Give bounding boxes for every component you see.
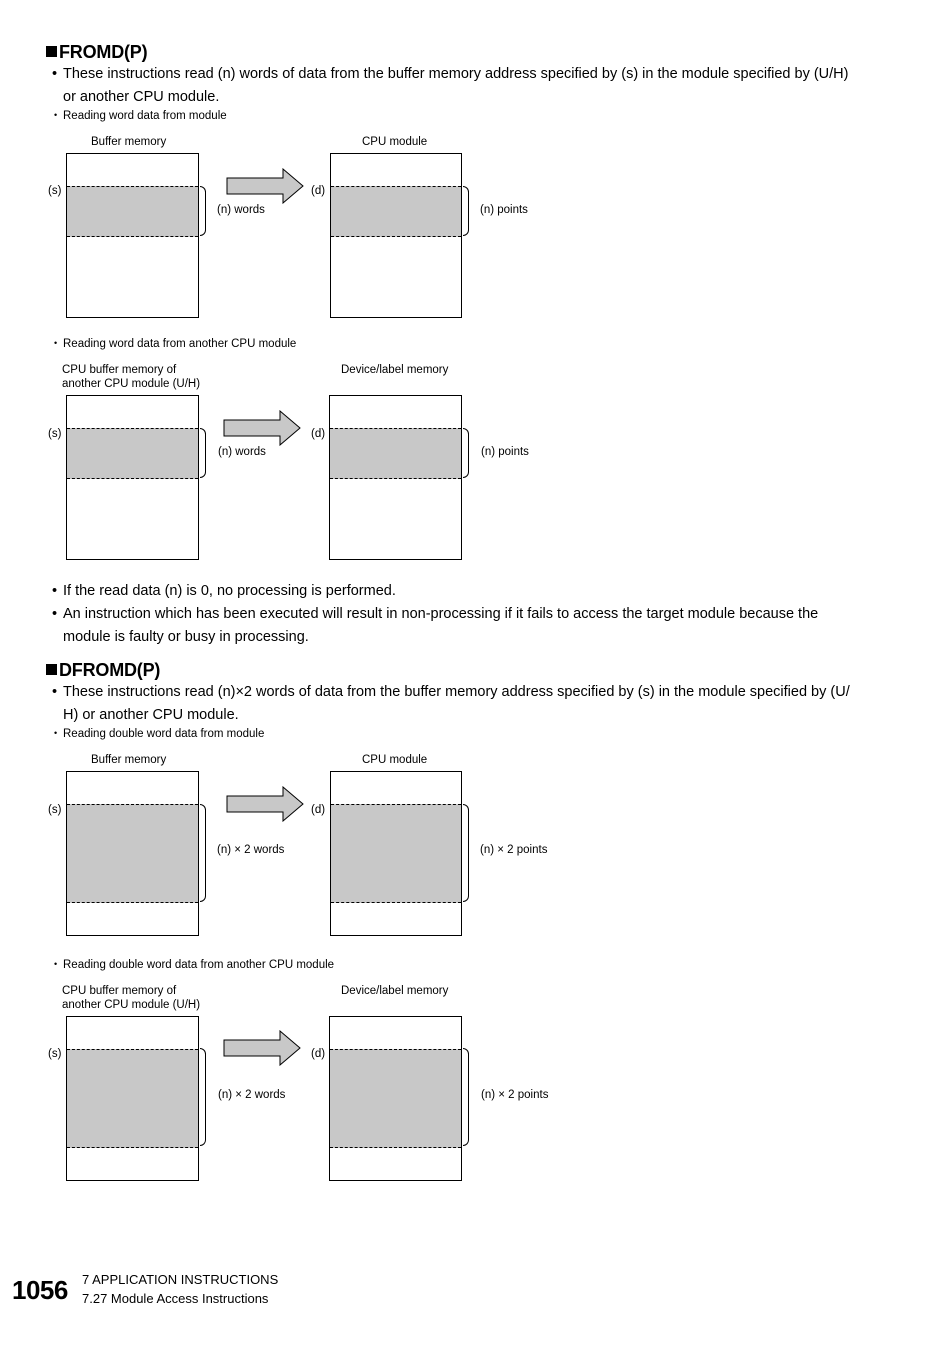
src-brace-label: (n) × 2 words xyxy=(218,1089,286,1101)
src-title-line-2: another CPU module (U/H) xyxy=(62,378,201,390)
brace-icon xyxy=(463,186,469,236)
note-line-1: An instruction which has been executed will result in non-processing if it fails to access the target module because the xyxy=(63,606,819,622)
dst-brace-label: (n) points xyxy=(481,446,529,458)
src-title-line-2: another CPU module (U/H) xyxy=(62,999,201,1011)
right-arrow-icon xyxy=(223,410,303,446)
square-bullet-icon xyxy=(46,46,57,57)
note-zero-read xyxy=(52,580,923,603)
data-region xyxy=(67,428,198,479)
diagram4-dst-title: Device/label memory xyxy=(341,985,449,997)
data-region xyxy=(67,1049,198,1148)
bullet-icon: • xyxy=(52,583,58,599)
intro-line-1: These instructions read (n) words of data from the buffer memory address specified by (s) in the module specified by (U/H) xyxy=(63,66,849,82)
dfromd-intro xyxy=(52,681,933,727)
brace-icon xyxy=(463,1048,469,1146)
section-heading-dfromd xyxy=(46,660,160,681)
heading-text: FROMD(P) xyxy=(59,42,148,62)
data-region xyxy=(330,1049,461,1148)
note-text: If the read data (n) is 0, no processing is performed. xyxy=(63,583,396,599)
diagram2-src-title xyxy=(62,363,200,391)
d-label: (d) xyxy=(311,185,326,197)
caption-text: Reading double word data from module xyxy=(63,728,265,740)
diagram1-src-title: Buffer memory xyxy=(91,136,167,148)
diagram3-src-box xyxy=(66,771,199,936)
brace-icon xyxy=(463,428,469,478)
data-region xyxy=(67,186,198,237)
src-title-line-1: CPU buffer memory of xyxy=(62,364,177,376)
data-region xyxy=(331,186,461,237)
note-non-processing xyxy=(52,603,923,649)
diagram4-caption xyxy=(54,959,335,971)
dst-brace-label: (n) points xyxy=(480,204,528,216)
s-label: (s) xyxy=(48,1048,62,1060)
diagram3-dst-title: CPU module xyxy=(362,754,428,766)
bullet-icon: • xyxy=(54,728,58,738)
caption-text: Reading word data from module xyxy=(63,110,227,122)
d-label: (d) xyxy=(311,1048,326,1060)
brace-icon xyxy=(200,186,206,236)
note-line-2: module is faulty or busy in processing. xyxy=(63,629,309,645)
src-brace-label: (n) × 2 words xyxy=(217,844,285,856)
brace-icon xyxy=(200,804,206,902)
fromd-intro xyxy=(52,63,923,109)
diagram2-dst-title: Device/label memory xyxy=(341,364,449,376)
right-arrow-icon xyxy=(226,786,306,822)
right-arrow-icon xyxy=(223,1030,303,1066)
caption-text: Reading word data from another CPU module xyxy=(63,338,297,350)
diagram3-dst-box xyxy=(330,771,462,936)
data-region xyxy=(331,804,461,903)
diagram1-caption xyxy=(54,110,227,122)
brace-icon xyxy=(463,804,469,902)
diagram4-dst-box xyxy=(329,1016,462,1181)
s-label: (s) xyxy=(48,804,62,816)
d-label: (d) xyxy=(311,428,326,440)
bullet-icon: • xyxy=(54,959,58,969)
dst-brace-label: (n) × 2 points xyxy=(481,1089,549,1101)
section-heading-fromd xyxy=(46,42,147,63)
page-number: 1056 xyxy=(12,1275,68,1305)
diagram3-src-title: Buffer memory xyxy=(91,754,167,766)
bullet-icon: • xyxy=(52,66,58,82)
diagram1-dst-box xyxy=(330,153,462,318)
diagram4-src-box xyxy=(66,1016,199,1181)
intro-line-2: or another CPU module. xyxy=(63,89,220,105)
footer-chapter: 7 APPLICATION INSTRUCTIONS xyxy=(82,1272,279,1287)
data-region xyxy=(330,428,461,479)
diagram1-src-box xyxy=(66,153,199,318)
footer-section: 7.27 Module Access Instructions xyxy=(82,1291,269,1306)
diagram2-dst-box xyxy=(329,395,462,560)
src-title-line-1: CPU buffer memory of xyxy=(62,985,177,997)
diagram2-src-box xyxy=(66,395,199,560)
intro-line-2: H) or another CPU module. xyxy=(63,707,239,723)
diagram2-caption xyxy=(54,338,297,350)
diagram3-caption xyxy=(54,728,265,740)
bullet-icon: • xyxy=(52,606,58,622)
diagram1-dst-title: CPU module xyxy=(362,136,428,148)
src-brace-label: (n) words xyxy=(218,446,266,458)
s-label: (s) xyxy=(48,428,62,440)
brace-icon xyxy=(200,1048,206,1146)
caption-text: Reading double word data from another CPU module xyxy=(63,959,335,971)
dst-brace-label: (n) × 2 points xyxy=(480,844,548,856)
bullet-icon: • xyxy=(54,338,58,348)
brace-icon xyxy=(200,428,206,478)
bullet-icon: • xyxy=(54,110,58,120)
intro-line-1: These instructions read (n)×2 words of data from the buffer memory address specified by (s) in the module specified by (U/ xyxy=(63,684,850,700)
right-arrow-icon xyxy=(226,168,306,204)
heading-text: DFROMD(P) xyxy=(59,660,161,680)
data-region xyxy=(67,804,198,903)
bullet-icon: • xyxy=(52,684,58,700)
src-brace-label: (n) words xyxy=(217,204,265,216)
square-bullet-icon xyxy=(46,664,57,675)
d-label: (d) xyxy=(311,804,326,816)
diagram4-src-title xyxy=(62,984,200,1012)
s-label: (s) xyxy=(48,185,62,197)
